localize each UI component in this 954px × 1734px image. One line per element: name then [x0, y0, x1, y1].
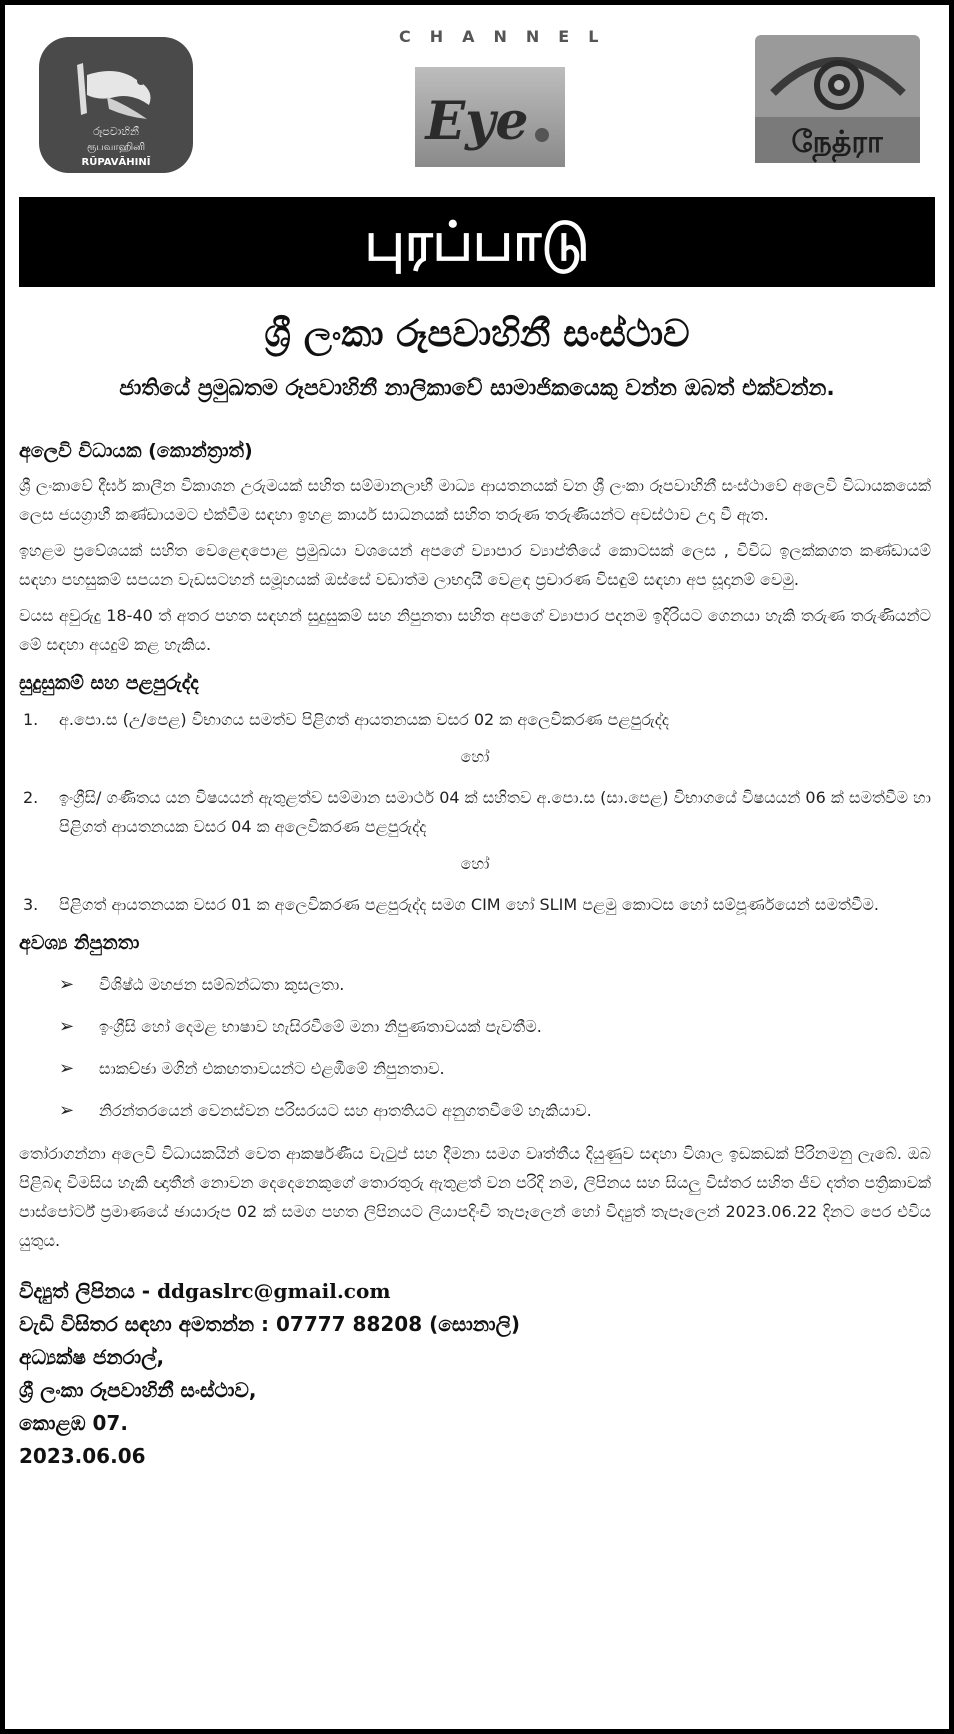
- list-item-text: විශිෂ්ඨ මහජන සම්බන්ධතා කුසලතා.: [99, 975, 345, 994]
- list-item-text: පිළිගත් ආයතනයක වසර 01 ක අලෙවිකරණ පළපුරුද්ද සමග CIM හෝ SLIM පළමු කොටස හෝ සම්පූර්ණයෙන් සමත්වීම.: [59, 895, 879, 914]
- closing-paragraph: තෝරාගන්නා අලෙවි විධායකයින් වෙත ආකර්ෂණීය වැටුප් සහ දීමනා සමග වෘත්තීය දියුණුව සඳහා විශාල ඉඩකඩක් පිරිනමනු ලැබේ. ඔබ පිළිබඳ විමසිය හැකි ඥාතීන් නොවන දෙදෙනෙකුගේ තොරතුරු ඇතුළත් වන පරිදි නම, ලිපිනය සහ සියලු විස්තර සහිත ජීව දත්ත පත්‍රිකාවක් පාස්පෝර්ට් ප්‍රමාණයේ ඡායාරූප 02 ක් සමග පහත ලිපිනයට ලියාපදිංචි තැපෑලෙන් හෝ විද්‍යුත් තැපෑලෙන් 2023.06.22 දිනට පෙර එවිය යුතුය.: [19, 1144, 931, 1250]
- date-line: 2023.06.06: [19, 1444, 146, 1468]
- list-item-text: සාකච්ඡා මගින් එකඟතාවයන්ට එළඹීමේ නිපුනතාව.: [99, 1059, 445, 1078]
- main-content: [17, 437, 937, 1473]
- qualifications-heading: සුදුසුකම් සහ පළපුරුද්ද: [19, 672, 199, 694]
- list-item-text: නිරන්තරයෙන් වෙනස්වන පරිසරයට සහ ආතතියට අනුගතවීමේ හැකියාව.: [99, 1101, 592, 1120]
- phone-number: 07777 88208 (සොනාලි): [276, 1312, 521, 1336]
- list-item: [19, 890, 931, 919]
- logo-row: [17, 27, 937, 197]
- nethra-logo: [755, 35, 920, 163]
- email-link[interactable]: ddgaslrc@gmail.com: [157, 1279, 391, 1303]
- position-heading: අලෙවි විධායක (කොන්ත්‍රාත්): [19, 440, 253, 462]
- arrow-bullet-icon: ➢: [59, 1016, 75, 1037]
- list-item: [19, 783, 931, 841]
- phone-line: [19, 1308, 931, 1341]
- list-item-number: 1.: [23, 710, 39, 729]
- list-item: [19, 1055, 931, 1083]
- arrow-bullet-icon: ➢: [59, 1100, 75, 1121]
- skills-heading: අවශ්‍ය නිපුනතා: [19, 932, 140, 954]
- intro-paragraph-2: ඉහළම ප්‍රවේශයක් සහිත වෙළෙඳපොළ ප්‍රමුඛයා වශයෙන් අපගේ ව්‍යාපාර ව්‍යාප්තියේ කොටසක් ලෙස , විවිධ ඉලක්කගත කණ්ඩායම් සඳහා පහසුකම් සපයන වැඩසටහන් සමූහයක් ඔස්සේ වඩාත්ම ලාභදායී වෙළඳ ප්‍රචාරණ විසඳුම් සඳහා අප සූදානම් වෙමු.: [19, 541, 931, 589]
- intro-paragraph-1: ශ්‍රී ලංකාවේ දීර්ඝ කාලීන විකාශන උරුමයක් සහිත සම්මානලාභී මාධ්‍ය ආයතනයක් වන ශ්‍රී ලංකා රූපවාහිනී සංස්ථාවේ අලෙවි විධායකයෙක් ලෙස ජයග්‍රාහී කණ්ඩායමට එක්වීම සඳහා ඉහළ කාර්ය සාධනයක් සහිත තරුණ තරුණියන්ට අවස්ථාව උදා වී ඇත.: [19, 476, 931, 524]
- arrow-bullet-icon: ➢: [59, 974, 75, 995]
- qualifications-list: [19, 705, 931, 919]
- channel-eye-logo: [379, 27, 618, 172]
- contact-block: [19, 1275, 931, 1473]
- address-line: ශ්‍රී ලංකා රූපවාහිනී සංස්ථාව,: [19, 1378, 257, 1402]
- address-line: කොළඹ 07.: [19, 1411, 128, 1435]
- list-item-text: අ.පො.ස (උ/පෙළ) විභාගය සමත්ව පිළිගත් ආයතනයක වසර 02 ක අලෙවිකරණ පළපුරුද්ද: [59, 710, 669, 729]
- tagline: ජාතියේ ප්‍රමුඛතම රූපවාහිනී නාලිකාවේ සාමාජිකයෙකු වන්න ඔබත් එක්වන්න.: [119, 376, 835, 401]
- arrow-bullet-icon: ➢: [59, 1058, 75, 1079]
- email-line: [19, 1275, 931, 1308]
- nethra-logo-name: நேத்ரா: [791, 125, 883, 160]
- channel-eye-logo-channel: CHANNEL: [399, 27, 618, 46]
- channel-eye-logo-name: Eye: [425, 91, 529, 152]
- rupavahini-logo: [37, 35, 195, 175]
- organization-title: ශ්‍රී ලංකා රූපවාහිනී සංස්ථාව: [264, 312, 690, 355]
- or-separator: හෝ: [460, 747, 490, 766]
- rupavahini-logo-line3: RŪPAVĀHINĪ: [81, 157, 151, 168]
- address-line: අධ්‍යක්ෂ ජනරාල්,: [19, 1345, 165, 1369]
- list-item: [19, 1097, 931, 1125]
- banner-title: புரப்பாடு: [19, 197, 935, 287]
- rupavahini-logo-line1: රූපවාහිනී: [93, 125, 139, 138]
- email-label: විද්‍යුත් ලිපිනය -: [19, 1279, 158, 1303]
- or-separator: හෝ: [460, 854, 490, 873]
- phone-label: වැඩි විසිතර සඳහා අමතන්න :: [19, 1312, 276, 1336]
- skills-list: [19, 971, 931, 1125]
- list-item-number: 3.: [23, 895, 39, 914]
- list-item-text: ඉංග්‍රීසි හෝ දෙමළ භාෂාව හැසිරවීමේ මනා නිපුණතාවයක් පැවතීම.: [99, 1017, 542, 1036]
- list-item-text: ඉංග්‍රීසි/ ගණිතය යන විෂයයන් ඇතුළත්ව සම්මාන සමාර්ථ 04 ක් සහිතව අ.පො.ස (සා.පෙළ) විභාගයේ විෂයයන් 06 ක් සමත්වීම හා පිළිගත් ආයතනයක වසර 04 ක අලෙවිකරණ පළපුරුද්ද: [59, 788, 931, 836]
- list-item: [19, 971, 931, 999]
- list-item: [19, 705, 931, 734]
- rupavahini-logo-line2: ரூபவாஹினி: [86, 142, 146, 153]
- intro-paragraph-3: වයස අවුරුදු 18-40 ත් අතර පහත සඳහන් සුදුසුකම් සහ නිපුනතා සහිත අපගේ ව්‍යාපාර පදනම ඉදිරියට ගෙනයා හැකි තරුණ තරුණියන්ට මේ සඳහා අයදුම් කළ හැකිය.: [19, 606, 931, 654]
- list-item: [19, 1013, 931, 1041]
- list-item-number: 2.: [23, 788, 39, 807]
